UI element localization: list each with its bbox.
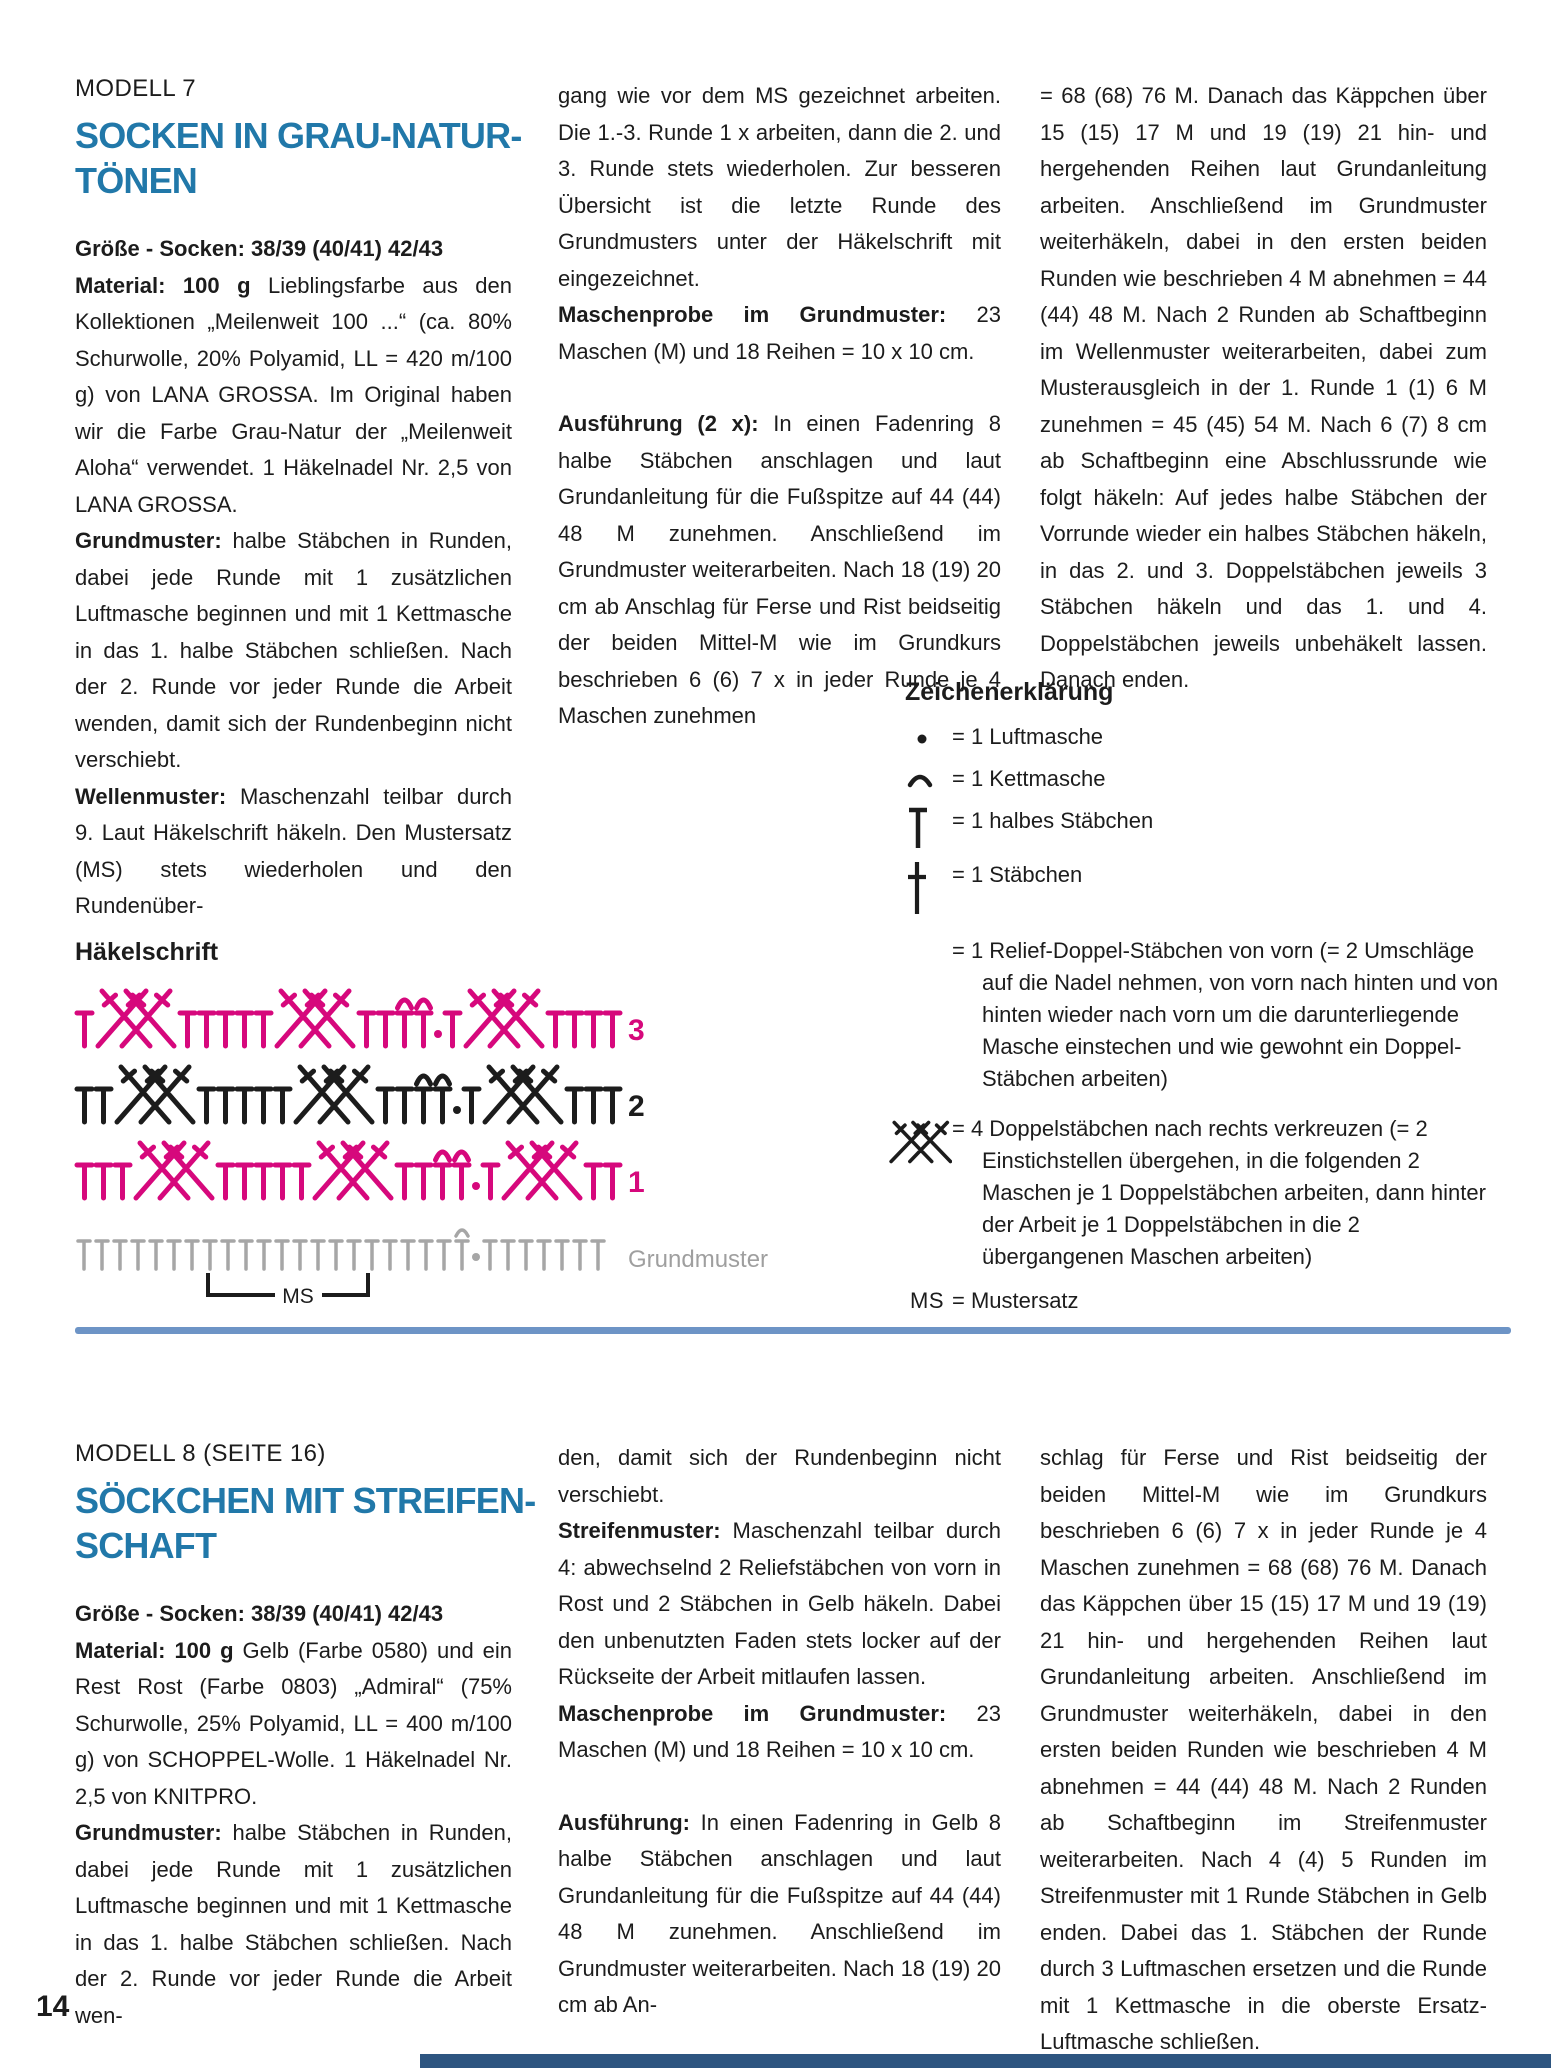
legend-entry-text: = 1 Stäbchen	[952, 862, 1083, 887]
chart-row-3	[77, 991, 620, 1046]
haekelschrift-block	[68, 938, 768, 1329]
paragraph: Größe - Socken: 38/39 (40/41) 42/43	[75, 236, 444, 261]
model8-instructions-end	[1040, 1440, 1487, 2061]
legend-symbol-cell	[900, 1285, 952, 1317]
model8-instructions-continued	[558, 1440, 1001, 2024]
paragraph: Ausführung: In einen Fadenring in Gelb 8 halbe Stäbchen anschlagen und laut Grundanleitung für die Fußspitze auf 44 (44) 48 M zunehmen. Anschließend im Grundmuster weiterarbeiten. Nach 18 (19) 20 cm ab An-	[558, 1809, 1001, 2017]
chart-row-1	[77, 1143, 620, 1198]
model8-title-line2: SCHAFT	[75, 1525, 217, 1566]
crossed-double-crochets-icon	[888, 1113, 952, 1171]
row-number: 1	[628, 1166, 645, 1199]
legend-title: Zeichenerklärung	[905, 678, 1114, 706]
section-divider	[75, 1327, 1511, 1334]
legend-entry	[900, 721, 1500, 753]
model8-title-line1: SÖCKCHEN MIT STREIFEN-	[75, 1480, 536, 1521]
model7-kicker: MODELL 7	[75, 75, 197, 102]
model7-title-line2: TÖNEN	[75, 160, 198, 201]
chain-stitch-icon	[908, 721, 932, 753]
section1-column3	[1040, 78, 1487, 699]
model7-title-line1: SOCKEN IN GRAU-NATUR-	[75, 115, 522, 156]
paragraph: Streifenmuster: Maschenzahl teilbar durch 4: abwechselnd 2 Reliefstäbchen von vorn in Rost und 2 Stäbchen in Gelb häkeln. Dabei den unbenutzten Faden stets locker auf der Rückseite der Arbeit mitlaufen lassen.	[558, 1518, 1001, 1689]
chart-row-2	[77, 1067, 620, 1122]
legend-entry-text: = 1 Relief-Doppel-Stäbchen von vorn (= 2 Umschläge auf die Nadel nehmen, von vorn nach hinten und von hinten wieder nach vorn um die darunterliegende Masche einstechen und wie gewohnt ein Doppel-Stäbchen arbeiten)	[952, 938, 1499, 1091]
section1-column2	[558, 78, 1001, 735]
model7-instructions	[75, 231, 512, 925]
legend-entry-text: = 4 Doppelstäbchen nach rechts verkreuzen (= 2 Einstichstellen übergehen, in die folgenden 2 Maschen je 1 Doppelstäbchen arbeiten, dann hinter der Arbeit je 1 Doppelstäbchen in die 2 übergangenen Maschen arbeiten)	[952, 1116, 1486, 1269]
half-double-crochet-icon	[906, 805, 930, 851]
legend-symbol-cell	[900, 859, 952, 917]
paragraph: Maschenprobe im Grundmuster: 23 Maschen (M) und 18 Reihen = 10 x 10 cm.	[558, 302, 1001, 364]
paragraph: gang wie vor dem MS gezeichnet arbeiten. Die 1.-3. Runde 1 x arbeiten, dann die 2. und 3. Runde stets wiederholen. Zur besseren Übersicht ist die letzte Runde des Grundmusters unter der Häkelschrift mit eingezeichnet.	[558, 83, 1001, 291]
legend-entry	[900, 1285, 1500, 1317]
double-crochet-icon	[906, 859, 928, 917]
chain-stitch-dot	[453, 1106, 461, 1114]
chain-stitch-dot	[472, 1253, 480, 1261]
ms-symbol: MS	[910, 1288, 944, 1313]
legend-entry-text: = 1 halbes Stäbchen	[952, 808, 1154, 833]
paragraph: Wellenmuster: Maschenzahl teilbar durch 9. Laut Häkelschrift häkeln. Den Mustersatz (MS) stets wiederholen und den Rundenüber-	[75, 783, 512, 918]
model8-title	[75, 1478, 536, 1568]
legend-symbol-cell	[900, 721, 952, 753]
legend-entry	[900, 805, 1500, 851]
row-number: 3	[628, 1014, 645, 1047]
symbol-legend	[900, 678, 1500, 1317]
legend-entry	[900, 1113, 1500, 1273]
legend-symbol-cell	[900, 763, 952, 795]
legend-symbol-cell	[900, 805, 952, 851]
legend-entries	[900, 721, 1500, 1317]
footer-bar	[420, 2054, 1551, 2068]
page-number: 14	[36, 1990, 70, 2023]
paragraph: Grundmuster: halbe Stäbchen in Runden, dabei jede Runde mit 1 zusätzlichen Luftmasche beginnen und mit 1 Kettmasche in das 1. halbe Stäbchen schließen. Nach der 2. Runde vor jeder Runde die Arbeit wenden, damit sich der Rundenbeginn nicht verschiebt.	[75, 528, 512, 772]
paragraph: schlag für Ferse und Rist beidseitig der beiden Mittel-M wie im Grundkurs beschrieben 6 (6) 7 x in jeder Runde je 4 Maschen zunehmen = 68 (68) 76 M. Danach das Käppchen über 15 (15) 17 M und 19 (19) 21 hin- und hergehenden Reihen laut Grundanleitung arbeiten. Anschließend im Grundmuster weiterhäkeln, dabei in den ersten beiden Runden wie beschrieben 4 M abnehmen = 44 (44) 48 M. Nach 2 Runden ab Schaftbeginn im Streifenmuster weiterarbeiten. Nach 4 (4) 5 Runden im Streifenmuster mit 1 Runde Stäbchen in Gelb enden. Dabei das 1. Stäbchen der Runde durch 3 Luftmaschen ersetzen und die Runde mit 1 Kettmasche in die oberste Ersatz-Luftmasche schließen.	[1040, 1445, 1487, 2054]
section1-column1	[75, 75, 522, 925]
legend-entry-text: = 1 Luftmasche	[952, 724, 1104, 749]
legend-entry-text: = Mustersatz	[952, 1288, 1079, 1313]
chain-stitch-dot	[472, 1182, 480, 1190]
paragraph: Material: 100 g Gelb (Farbe 0580) und ein Rest Rost (Farbe 0803) „Admiral“ (75% Schurwolle, 25% Polyamid, LL = 400 m/100 g) von SCHOPPEL-Wolle. 1 Häkelnadel Nr. 2,5 von KNITPRO.	[75, 1637, 512, 1809]
model7-instructions-end	[1040, 78, 1487, 699]
paragraph: den, damit sich der Rundenbeginn nicht verschiebt.	[558, 1445, 1001, 1507]
paragraph: Material: 100 g Lieblingsfarbe aus den Kollektionen „Meilenweit 100 ...“ (ca. 80% Schurwolle, 20% Polyamid, LL = 420 m/100 g) von LANA GROSSA. Im Original haben wir die Farbe Grau-Natur der „Meilenweit Aloha“ verwendet. 1 Häkelnadel Nr. 2,5 von LANA GROSSA.	[75, 272, 513, 517]
row-number: 2	[628, 1090, 645, 1123]
crochet-chart	[68, 979, 768, 1324]
legend-symbol-cell	[900, 1113, 952, 1171]
model8-kicker: MODELL 8 (SEITE 16)	[75, 1440, 326, 1467]
model8-instructions	[75, 1596, 512, 2034]
paragraph: Grundmuster: halbe Stäbchen in Runden, dabei jede Runde mit 1 zusätzlichen Luftmasche beginnen und mit 1 Kettmasche in das 1. halbe Stäbchen schließen. Nach der 2. Runde vor jeder Runde die Arbeit wen-	[75, 1820, 512, 2028]
section2-column3	[1040, 1440, 1487, 2061]
section2-column1	[75, 1440, 536, 2034]
grundmuster-label: Grundmuster	[628, 1246, 768, 1273]
section2-column2	[558, 1440, 1001, 2024]
chain-stitch-dot	[434, 1030, 442, 1038]
legend-entry	[900, 763, 1500, 795]
model7-title	[75, 113, 522, 203]
legend-entry	[900, 935, 1500, 1095]
chart-row-grundmuster	[78, 1230, 604, 1269]
model7-instructions-continued	[558, 78, 1001, 735]
ms-bracket-label: MS	[282, 1285, 314, 1308]
legend-entry-text: = 1 Kettmasche	[952, 766, 1106, 791]
legend-entry	[900, 859, 1500, 917]
slip-stitch-icon	[906, 763, 936, 795]
paragraph: Maschenprobe im Grundmuster: 23 Maschen (M) und 18 Reihen = 10 x 10 cm.	[558, 1700, 1001, 1762]
chart-title: Häkelschrift	[75, 938, 219, 966]
paragraph: Ausführung (2 x): In einen Fadenring 8 halbe Stäbchen anschlagen und laut Grundanleitung für die Fußspitze auf 44 (44) 48 M zunehmen. Anschließend im Grundmuster weiterarbeiten. Nach 18 (19) 20 cm ab Anschlag für Ferse und Rist beidseitig der beiden Mittel-M wie im Grundkurs beschrieben 6 (6) 7 x in jeder Runde je 4 Maschen zunehmen	[558, 411, 1001, 728]
paragraph: Größe - Socken: 38/39 (40/41) 42/43	[75, 1601, 444, 1626]
paragraph: = 68 (68) 76 M. Danach das Käppchen über 15 (15) 17 M und 19 (19) 21 hin- und hergehenden Reihen laut Grundanleitung arbeiten. Anschließend im Grundmuster weiterhäkeln, dabei in den ersten beiden Runden wie beschrieben 4 M abnehmen = 44 (44) 48 M. Nach 2 Runden ab Schaftbeginn im Wellenmuster weiterarbeiten, dabei zum Musterausgleich in der 1. Runde 1 (1) 6 M zunehmen = 45 (45) 54 M. Nach 6 (7) 8 cm ab Schaftbeginn eine Abschlussrunde wie folgt häkeln: Auf jedes halbe Stäbchen der Vorrunde wieder ein halbes Stäbchen häkeln, in das 2. und 3. Doppelstäbchen jeweils 3 Stäbchen häkeln und das 1. und 4. Doppelstäbchen jeweils unbehäkelt lassen. Danach enden.	[1040, 83, 1487, 692]
